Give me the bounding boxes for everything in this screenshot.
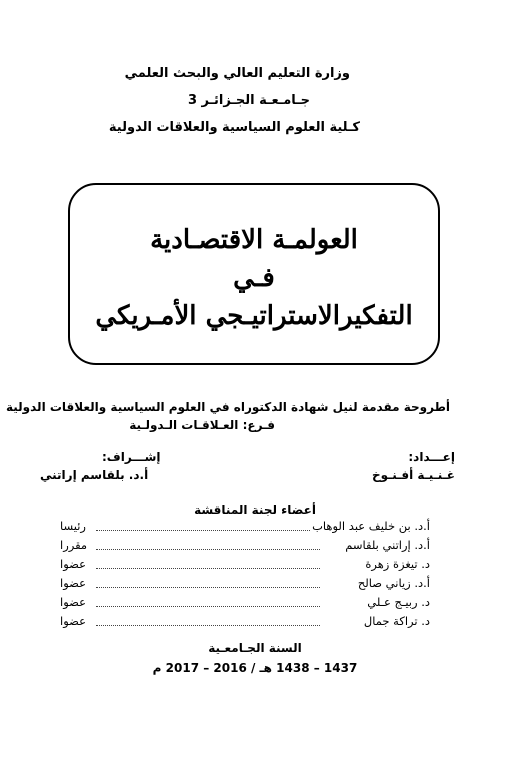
ministry-name: وزارة التعليم العالي والبحث العلمي: [124, 66, 350, 81]
preparation-label: إعـــداد:: [408, 450, 455, 464]
academic-year-value: 1437 – 1438 هـ / 2016 – 2017 م: [152, 661, 358, 675]
title-line-3: التفكيرالاستراتيـجي الأمـريكي: [95, 301, 413, 331]
jury-member-role: عضوا: [60, 557, 86, 571]
jury-row: [60, 595, 430, 614]
title-line-1: العولمـة الاقتصـادية: [150, 225, 358, 255]
preparation-name: غـنـيـة أفـنـوخ: [372, 468, 455, 482]
supervision-label: إشـــراف:: [102, 450, 161, 464]
dotted-leader: [96, 568, 320, 569]
academic-year-label: السنة الجـامعـية: [208, 641, 302, 655]
jury-member-name: د. تراكة جمال: [363, 614, 430, 628]
supervision-name: أ.د. بلقاسم إراتني: [40, 468, 149, 482]
jury-row: [60, 557, 430, 576]
jury-row: [60, 576, 430, 595]
jury-member-name: د. تيغزة زهرة: [365, 557, 430, 571]
jury-title: أعضاء لجنة المناقشة: [194, 503, 316, 517]
jury-member-role: عضوا: [60, 614, 86, 628]
jury-member-name: أ.د. زياني صالح: [357, 576, 430, 590]
dotted-leader: [96, 606, 320, 607]
jury-row: [60, 519, 430, 538]
dotted-leader: [96, 587, 320, 588]
jury-row: [60, 614, 430, 633]
university-name: جـامـعـة الجـزائـر 3: [187, 93, 310, 108]
jury-member-role: رئيسا: [60, 519, 86, 533]
dotted-leader: [96, 625, 320, 626]
faculty-name: كـلية العلوم السياسية والعلاقات الدولية: [108, 120, 360, 135]
dotted-leader: [96, 549, 320, 550]
thesis-description: أطروحة مقدمة لنيل شهادة الدكتوراه في العلوم السياسية والعلاقات الدولية: [5, 400, 450, 414]
title-line-2: فـي: [233, 263, 275, 293]
jury-member-role: عضوا: [60, 595, 86, 609]
jury-row: [60, 538, 430, 557]
jury-member-name: أ.د. إراتني بلقاسم: [345, 538, 430, 552]
thesis-branch: فـرع: العـلاقـات الـدولـية: [129, 418, 275, 432]
dotted-leader: [96, 530, 320, 531]
jury-list: [60, 519, 430, 633]
jury-member-role: عضوا: [60, 576, 86, 590]
jury-member-role: مقررا: [60, 538, 88, 552]
jury-member-name: د. ربيـج عـلي: [367, 595, 430, 609]
jury-member-name: أ.د. بن خليف عبد الوهاب: [312, 519, 430, 533]
title-box: [68, 183, 440, 365]
